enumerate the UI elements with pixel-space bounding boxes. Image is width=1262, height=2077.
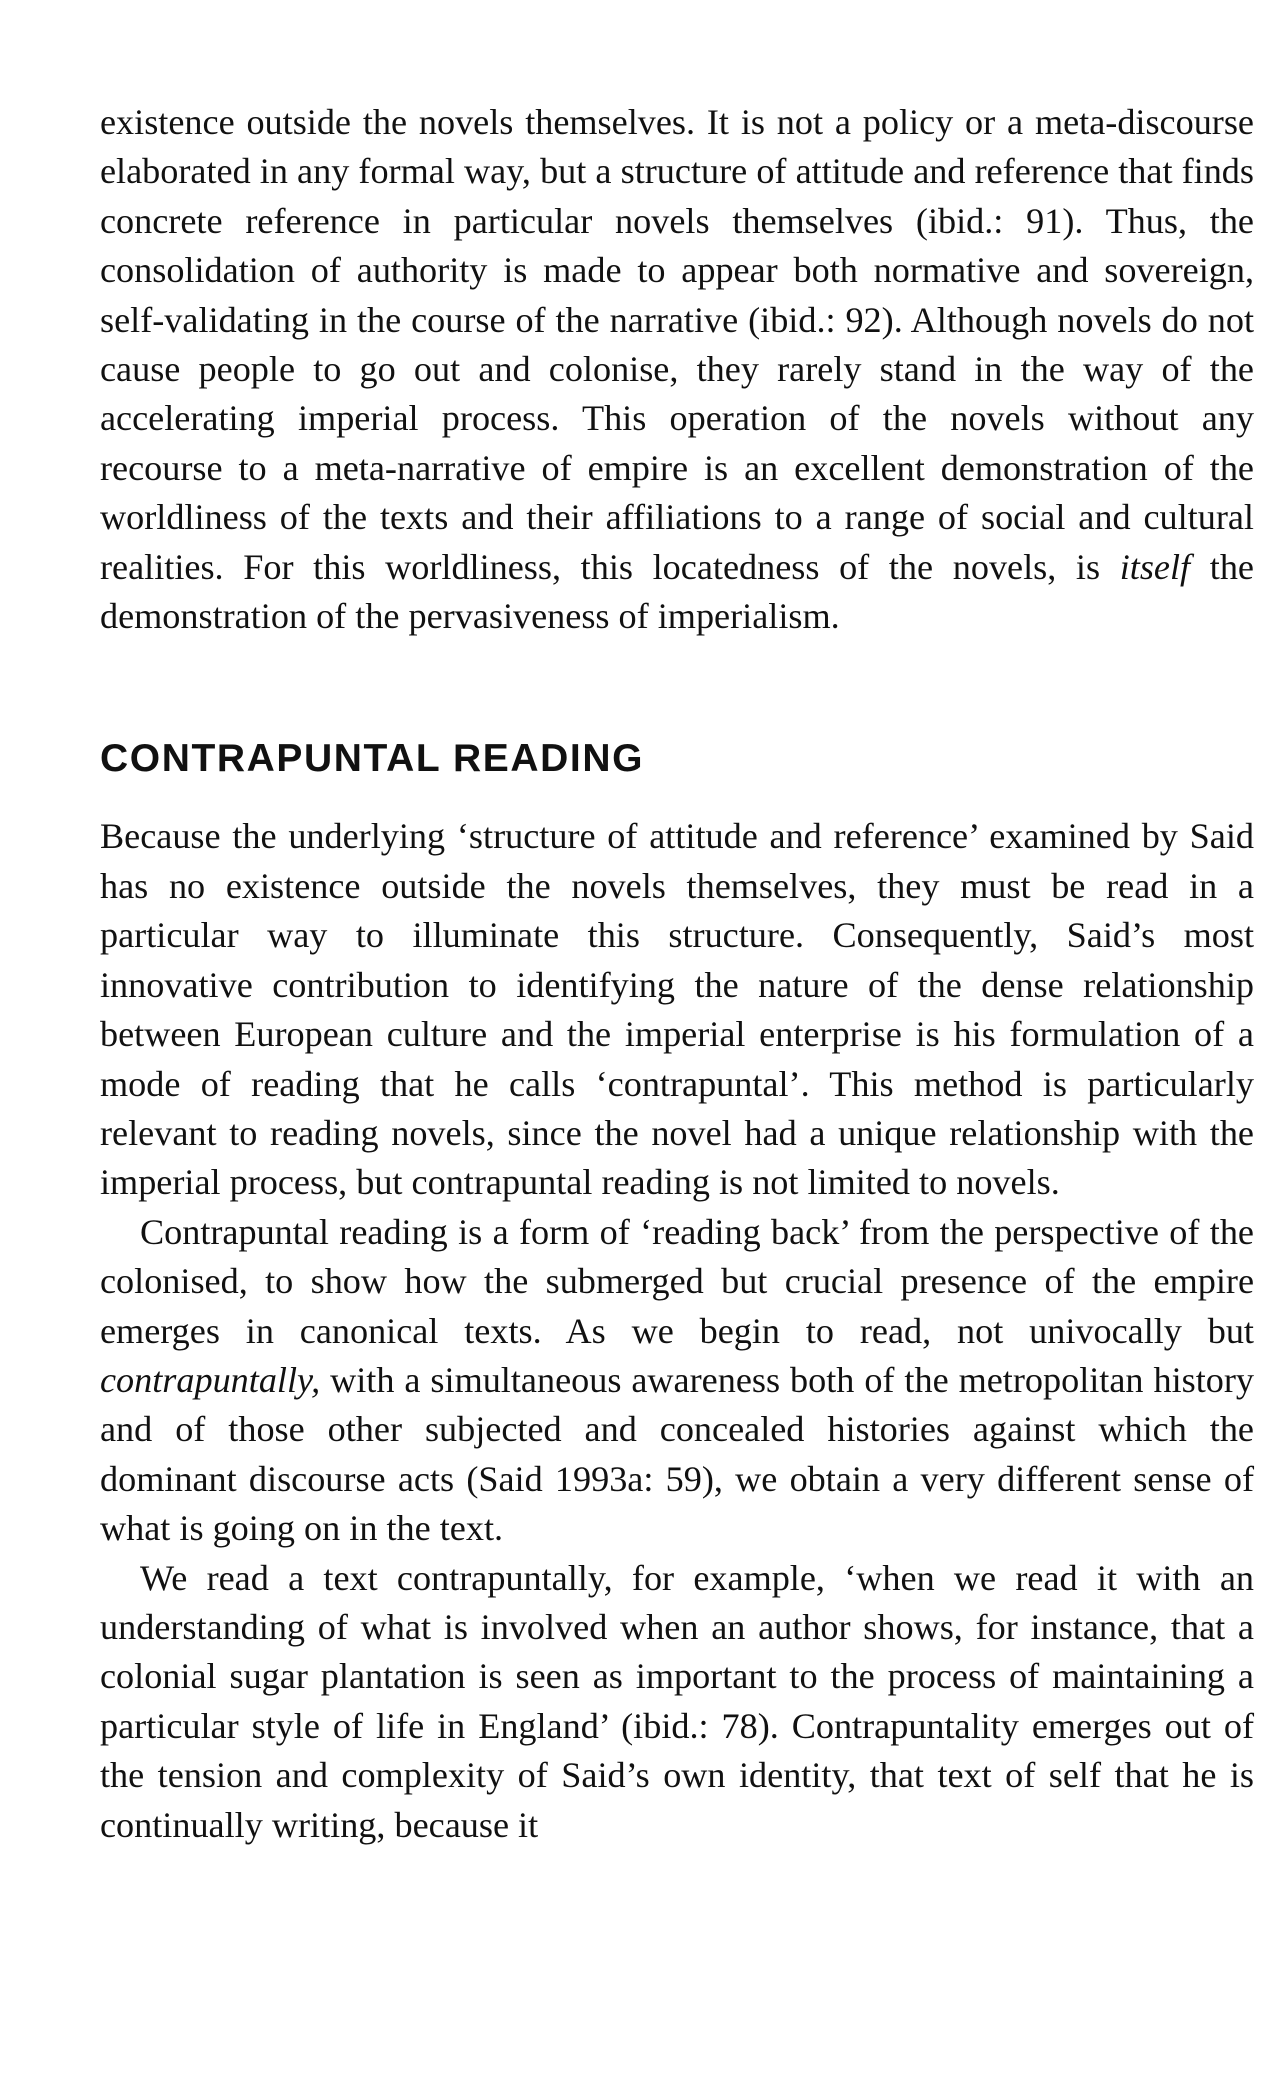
paragraph-text: the demonstration of the pervasiveness of imperialism. (100, 546, 1254, 637)
body-paragraph-2 (100, 1208, 1254, 1554)
book-page (100, 98, 1254, 1850)
paragraph-text: with a simultaneous awareness both of the metropolitan history and of those other subjected and concealed histories against which the dominant discourse acts (Said 1993a: 59), we obtain a very different sense of what is going on in the text. (100, 1359, 1254, 1549)
body-paragraph-3: We read a text contrapuntally, for example, ‘when we read it with an understanding of what is involved when an author shows, for instance, that a colonial sugar plantation is seen as important to the process of maintaining a particular style of life in England’ (ibid.: 78). Contrapuntality emerges out of the tension and complexity of Said’s own identity, that text of self that he is continually writing, because it (100, 1557, 1254, 1845)
italic-emphasis: contrapuntally, (100, 1359, 321, 1400)
section-heading: CONTRAPUNTAL READING (100, 737, 645, 781)
italic-emphasis: itself (1119, 546, 1191, 587)
section-spacer (100, 641, 1254, 734)
paragraph-text: Contrapuntal reading is a form of ‘reading back’ from the perspective of the colonised, to show how the submerged but crucial presence of the empire emerges in canonical texts. As we begin to read, not univocally but (100, 1211, 1254, 1351)
body-paragraph-continued (100, 98, 1254, 641)
paragraph-text: existence outside the novels themselves. It is not a policy or a meta-discourse elaborated in any formal way, but a structure of attitude and reference that finds concrete reference in particular novels themselves (ibid.: 91). Thus, the consolidation of authority is made to appear both normative and sovereign, self-validating in the course of the narrative (ibid.: 92). Although novels do not cause people to go out and colonise, they rarely stand in the way of the accelerating imperial process. This operation of the novels without any recourse to a meta-narrative of empire is an excellent demonstration of the worldliness of the texts and their affiliations to a range of social and cultural realities. For this worldliness, this locatedness of the novels, is (100, 102, 1254, 587)
body-paragraph-1: Because the underlying ‘structure of attitude and reference’ examined by Said has no existence outside the novels themselves, they must be read in a particular way to illuminate this structure. Consequently, Said’s most innovative contribution to identifying the nature of the dense relationship between European culture and the imperial enterprise is his formulation of a mode of reading that he calls ‘contrapuntal’. This method is particularly relevant to reading novels, since the novel had a unique relationship with the imperial process, but contrapuntal reading is not limited to novels. (100, 816, 1254, 1203)
